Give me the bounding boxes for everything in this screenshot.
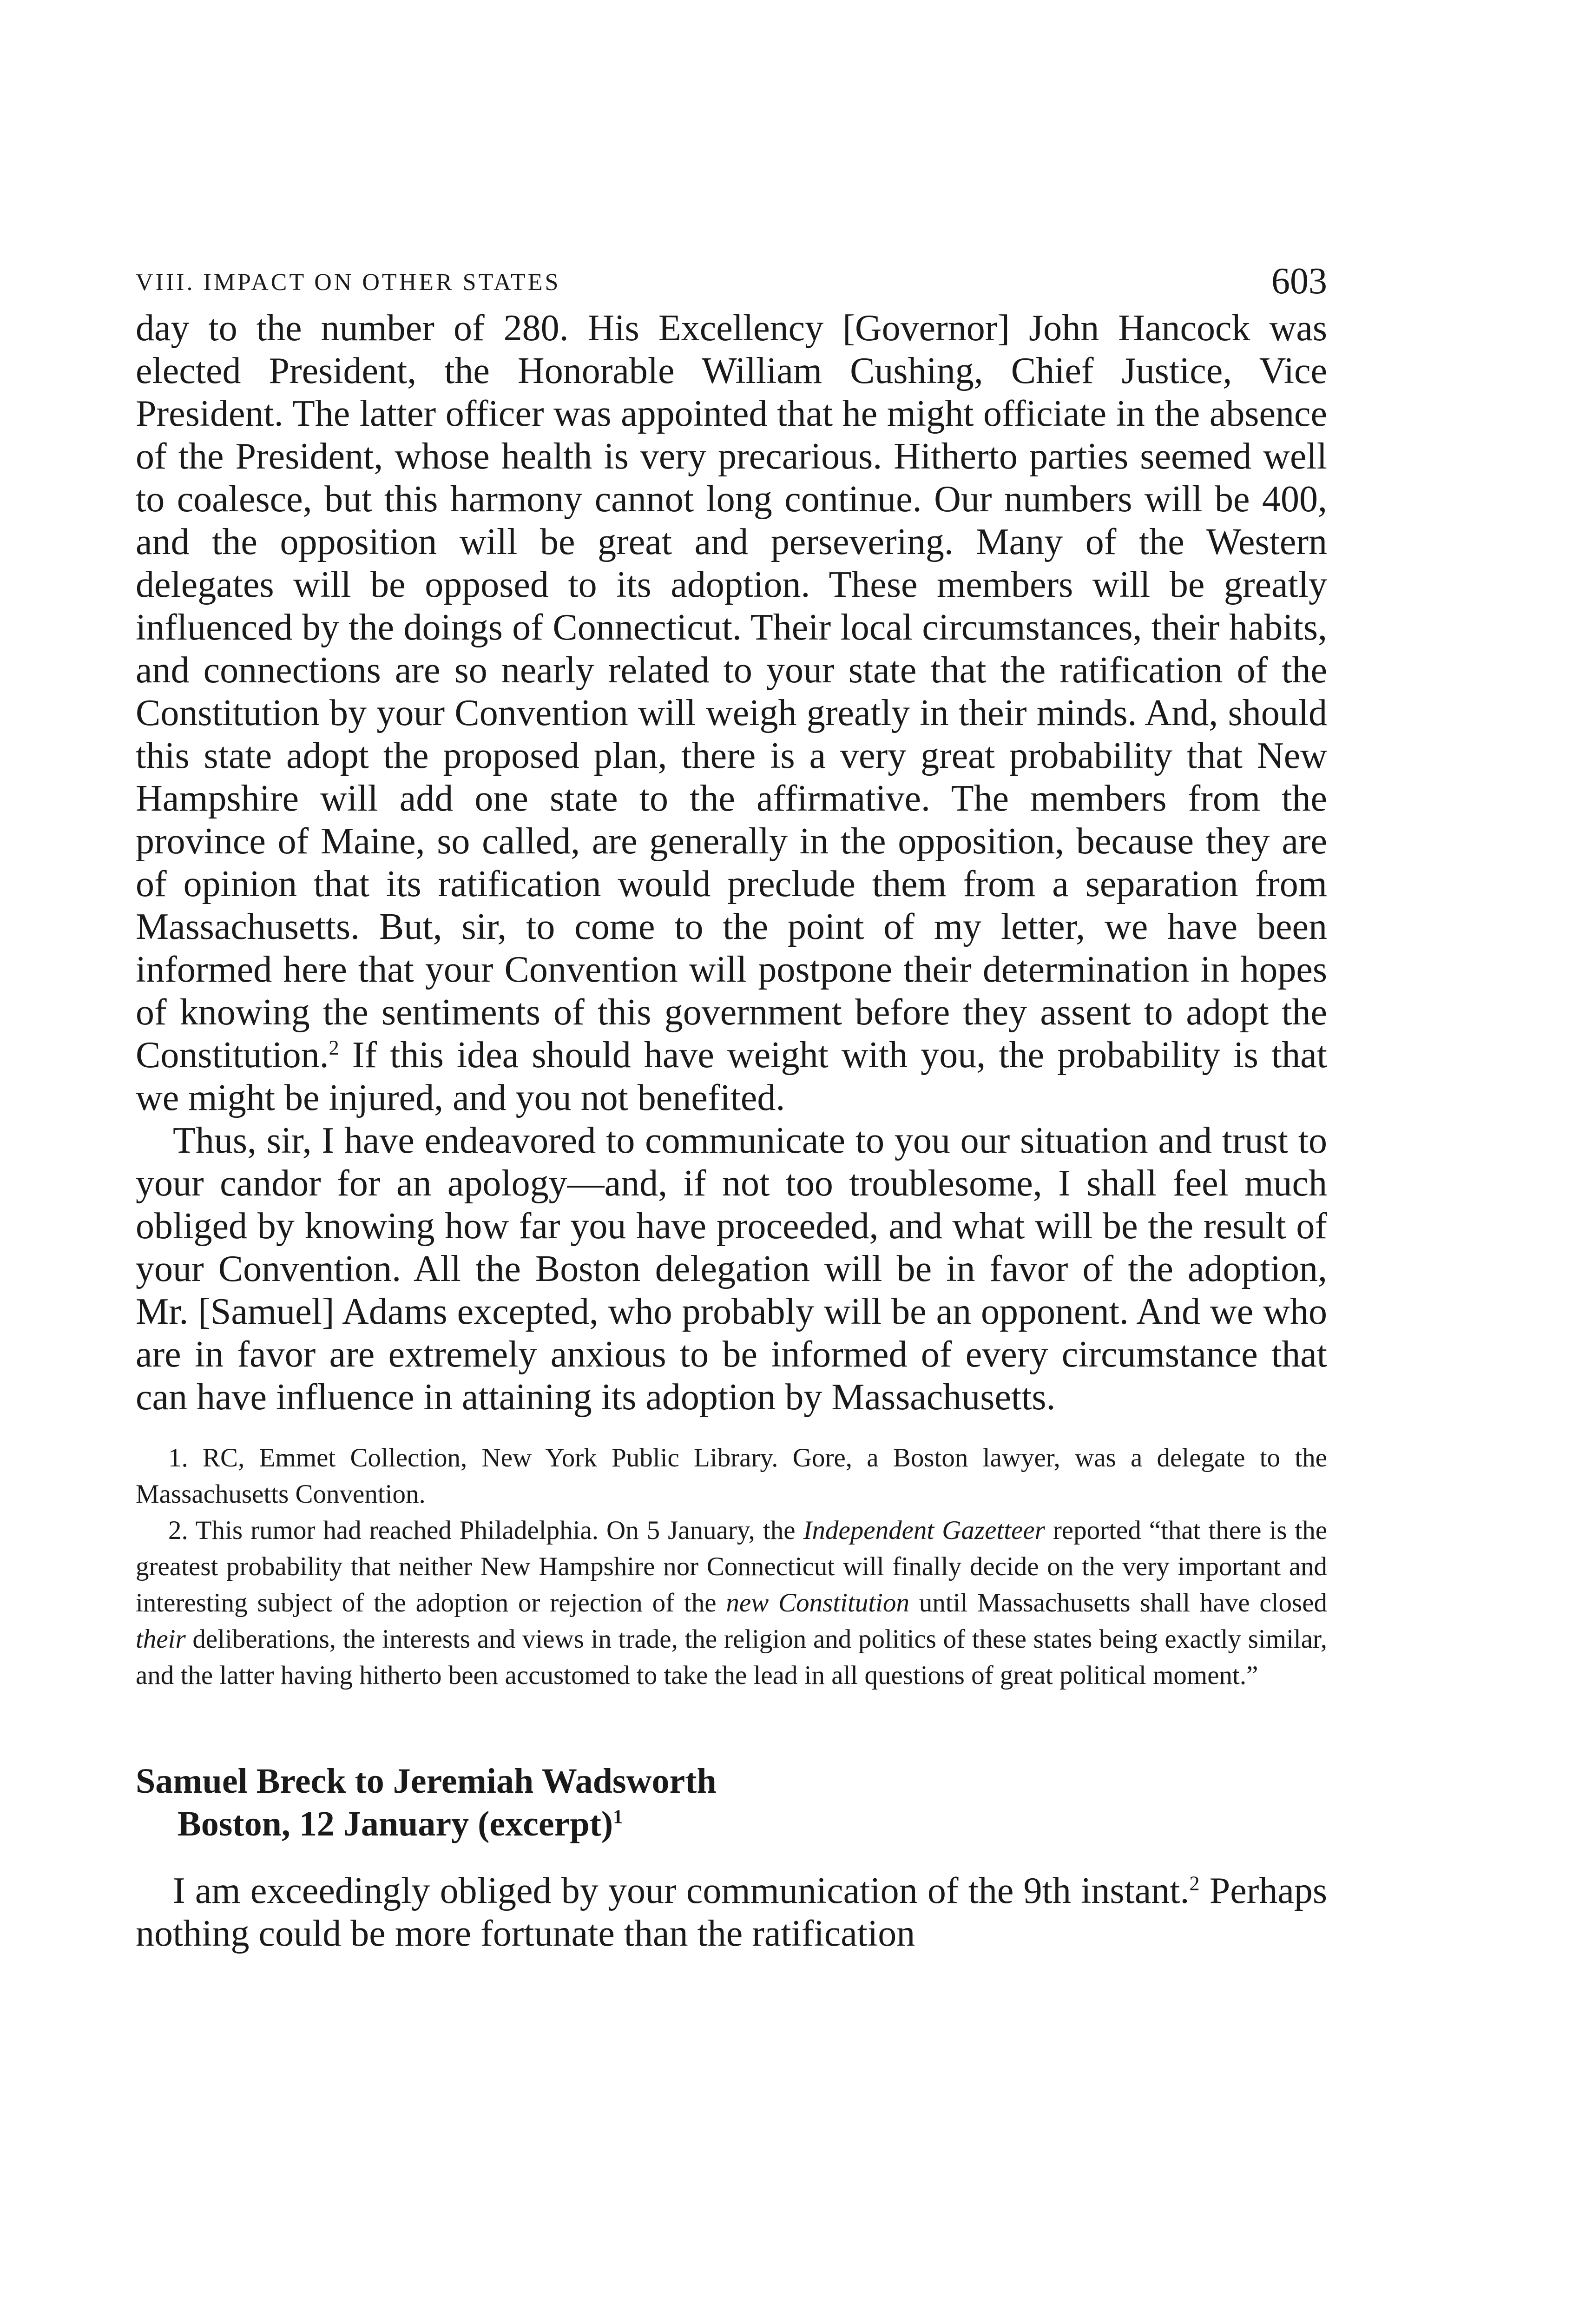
document-dateline (136, 1802, 1327, 1845)
paragraph-text: Perhaps nothing could be more fortunate than the ratification (136, 1870, 1327, 1954)
footnote-text: 2. This rumor had reached Philadelphia. On 5 January, the (168, 1516, 803, 1545)
footnote-text: reported “that there is the greatest probability that neither New Hampshire nor Connecticut will finally decide on the very important and interesting subject of the adoption or rejection of the (136, 1516, 1327, 1618)
paragraph-text: If this idea should have weight with you, the probability is that we might be injured, and you not benefited. (136, 1035, 1327, 1118)
footnote-ref: 2 (1189, 1872, 1200, 1895)
book-page (136, 260, 1327, 1955)
footnote-text: deliberations, the interests and views in trade, the religion and politics of these states being exactly similar, and the latter having hitherto been accustomed to take the lead in all questions of great political moment.” (136, 1624, 1327, 1690)
footnote-ref: 2 (329, 1036, 339, 1059)
footnotes (136, 1440, 1327, 1694)
body-paragraph (136, 307, 1327, 1119)
footnote-italic: their (136, 1624, 186, 1654)
footnote-2 (136, 1512, 1327, 1694)
footnote-1: 1. RC, Emmet Collection, New York Public Library. Gore, a Boston lawyer, was a delegate to the Massachusetts Convention. (136, 1443, 1327, 1509)
running-head (136, 260, 1327, 302)
paragraph-text: I am exceedingly obliged by your communication of the 9th instant. (173, 1870, 1190, 1911)
document-title: Samuel Breck to Jeremiah Wadsworth (136, 1762, 717, 1801)
footnote-text: until Massachusetts shall have closed (909, 1588, 1328, 1618)
dateline-text: Boston, 12 January (excerpt) (178, 1804, 613, 1843)
body-paragraph: Thus, sir, I have endeavored to communicate to you our situation and trust to your candor for an apology—and, if not too troublesome, I shall feel much obliged by knowing how far you have proceeded, and what will be the result of your Convention. All the Boston delegation will be in favor of the adoption, Mr. [Samuel] Adams excepted, who probably will be an opponent. And we who are in favor are extremely anxious to be informed of every circumstance that can have influence in attaining its adoption by Massachusetts. (136, 1120, 1327, 1418)
letter-body (136, 307, 1327, 1419)
body-paragraph (136, 1869, 1327, 1955)
footnote-italic: Independent Gazetteer (803, 1516, 1045, 1545)
paragraph-text: day to the number of 280. His Excellency [Governor] John Hancock was elected President, the Honorable William Cushing, Chief Justice, Vice President. The latter officer was appointed that he might officiate in the absence of the President, whose health is very precarious. Hitherto parties seemed well to coalesce, but this harmony cannot long continue. Our numbers will be 400, and the opposition will be great and persevering. Many of the Western delegates will be opposed to its adoption. These members will be greatly influenced by the doings of Connecticut. Their local circumstances, their habits, and connections are so nearly related to your state that the ratification of the Constitution by your Convention will weigh greatly in their minds. And, should this state adopt the proposed plan, there is a very great probability that New Hampshire will add one state to the affirmative. The members from the province of Maine, so called, are generally in the opposition, because they are of opinion that its ratification would preclude them from a separation from Massachusetts. But, sir, to come to the point of my letter, we have been informed here that your Convention will postpone their determination in hopes of knowing the sentiments of this government before they assent to adopt the Constitution. (136, 308, 1327, 1076)
footnote-ref: 1 (613, 1806, 623, 1828)
letter-opening (136, 1869, 1327, 1955)
page-number: 603 (1271, 261, 1327, 302)
document-heading (136, 1760, 1327, 1845)
footnote-italic: new Constitution (726, 1588, 910, 1618)
running-title: VIII. IMPACT ON OTHER STATES (136, 269, 561, 296)
